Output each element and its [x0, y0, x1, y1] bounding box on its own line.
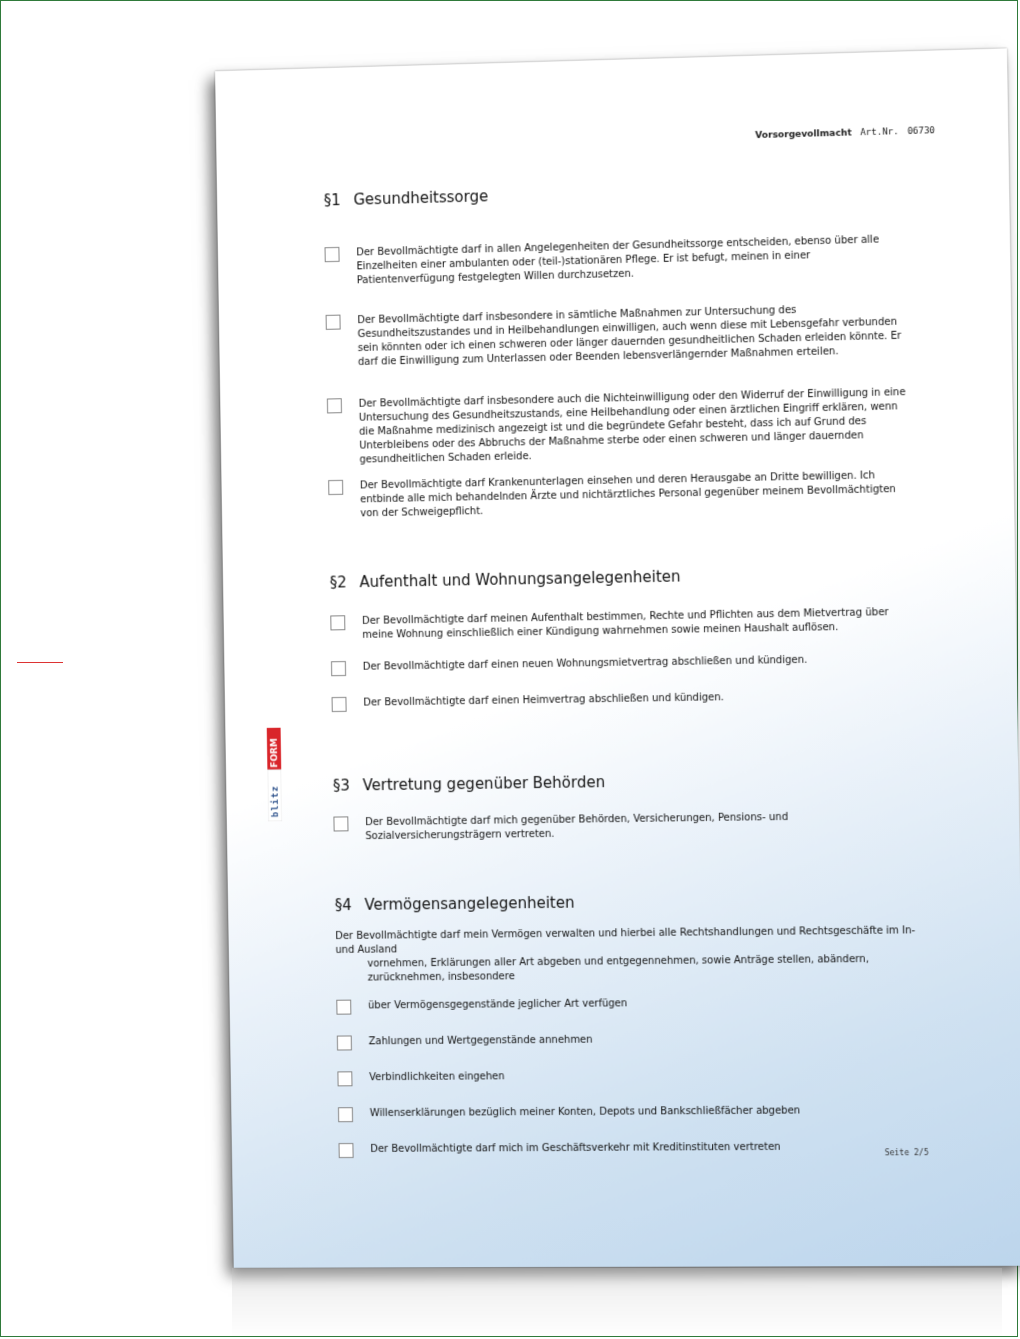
list-item: [327, 386, 916, 468]
section-4-intro: [335, 924, 924, 986]
section-1-title: Gesundheitssorge: [353, 187, 489, 209]
item-text: Zahlungen und Wertgegenstände annehmen: [368, 1034, 593, 1048]
checkbox[interactable]: [337, 1035, 352, 1050]
article-number-value: 06730: [907, 126, 935, 137]
checkbox[interactable]: [333, 816, 348, 831]
list-item: [325, 233, 913, 289]
section-3-heading: [333, 773, 605, 795]
checkbox[interactable]: [328, 480, 343, 495]
list-item: [328, 468, 916, 521]
item-text: Der Bevollmächtigte darf in allen Angelegenheiten der Gesundheitssorge entscheiden, ebenso über alle Einzelheiten einer ambulanten oder (teil-)stationären Pflege. Er ist befugt, meinen in einer Patientenverfügung festgelegten Willen durchzusetzen.: [356, 234, 880, 287]
section-4-heading: [335, 894, 575, 914]
document-title: Vorsorgevollmacht: [755, 128, 852, 142]
list-item: [331, 652, 919, 675]
list-item: [339, 1140, 927, 1157]
logo-text-blitz: blitz: [270, 785, 281, 818]
section-3-number: §3: [332, 776, 350, 795]
logo-text-form: FORM: [269, 738, 281, 768]
section-4-number: §4: [334, 896, 352, 915]
article-label: Art.Nr.: [860, 127, 899, 139]
checkbox[interactable]: [336, 1000, 351, 1015]
item-text: Der Bevollmächtigte darf einen neuen Wohnungsmietvertrag abschließen und kündigen.: [362, 654, 808, 673]
item-text: Der Bevollmächtigte darf insbesondere auch die Nichteinwilligung oder den Widerruf der Einwilligung in eine Untersuchung des Gesundheitszustands, eine Heilbehandlung oder einen ärztlichen Eingriff erklären, wenn die Maßnahme medizinisch angezeigt ist und die begründete Gefahr besteht, dass ich auf Grund des Unterbleibens oder des Abbruchs der Maßnahme sterbe oder einen schweren und länger dauernden gesundheitlichen Schaden erleide.: [358, 387, 906, 466]
checkbox[interactable]: [331, 661, 346, 676]
section-2-number: §2: [329, 573, 347, 592]
item-text: Der Bevollmächtigte darf einen Heimvertrag abschließen und kündigen.: [363, 692, 725, 709]
list-item: [326, 301, 915, 371]
list-item: [336, 995, 924, 1014]
list-item: [337, 1067, 925, 1085]
checkbox[interactable]: [332, 697, 347, 712]
page-reflection: [232, 1268, 1002, 1338]
item-text: Willenserklärungen bezüglich meiner Konten, Depots und Bankschließfächer abgeben: [369, 1105, 801, 1120]
document-page: [215, 48, 1020, 1267]
section-4-intro-first: Der Bevollmächtigte darf mein Vermögen verwalten und hierbei alle Rechtshandlungen und Rechtsgeschäfte im In- und Ausland: [335, 925, 916, 956]
list-item: [333, 809, 921, 844]
checkbox[interactable]: [330, 615, 345, 630]
section-1-heading: [324, 187, 489, 209]
section-3-title: Vertretung gegenüber Behörden: [362, 773, 606, 795]
article-number: [755, 125, 935, 141]
section-4-title: Vermögensangelegenheiten: [364, 893, 575, 914]
section-2-heading: [330, 567, 681, 591]
checkbox[interactable]: [325, 247, 340, 262]
section-2-title: Aufenthalt und Wohnungsangelegenheiten: [359, 567, 681, 592]
logo-accent-line: [17, 662, 63, 663]
list-item: [332, 688, 920, 711]
item-text: Der Bevollmächtigte darf mich gegenüber Behörden, Versicherungen, Pensions- und Sozialversicherungsträgern vertreten.: [365, 811, 789, 843]
checkbox[interactable]: [327, 398, 342, 413]
formblitz-logo: [267, 728, 282, 822]
checkbox[interactable]: [339, 1143, 354, 1158]
item-text: Der Bevollmächtigte darf meinen Aufenthalt bestimmen, Rechte und Pflichten aus dem Mietvertrag über meine Wohnung einschließlich einer Kündigung wahrnehmen sowie meinen Haushalt auflösen.: [361, 607, 889, 641]
item-text: Der Bevollmächtigte darf Krankenunterlagen einsehen und deren Herausgabe an Dritte bewilligen. Ich entbinde alle mich behandelnden Ärzte und nichtärztliches Personal gegenüber meinem Bevollmächtigten von der Schweigepflicht.: [359, 470, 896, 520]
item-text: über Vermögensgegenstände jeglicher Art verfügen: [368, 998, 628, 1012]
checkbox[interactable]: [337, 1071, 352, 1086]
section-4-intro-rest: vornehmen, Erklärungen aller Art abgeben und entgegennehmen, sowie Anträge stellen, abändern, zurücknehmen, insbesondere: [367, 953, 869, 984]
section-1-number: §1: [323, 191, 341, 210]
item-text: Der Bevollmächtigte darf mich im Geschäftsverkehr mit Kreditinstituten vertreten: [370, 1141, 781, 1155]
checkbox[interactable]: [326, 315, 341, 330]
item-text: Der Bevollmächtigte darf insbesondere in sämtliche Maßnahmen zur Untersuchung des Gesundheitszustandes und in Heilbehandlungen einwilligen, auch wenn diese mit Lebensgefahr verbunden sein könnten oder ich einen schweren oder länger dauernden gesundheitlichen Schaden erleiden könnte. Er darf die Einwilligung zum Unterlassen oder Beenden lebensverlängernder Maßnahmen erteilen.: [357, 304, 902, 368]
page-number: Seite 2/5: [884, 1148, 929, 1158]
list-item: [338, 1104, 926, 1122]
list-item: [330, 606, 918, 644]
item-text: Verbindlichkeiten eingehen: [369, 1071, 505, 1084]
document-sheet: [215, 48, 1020, 1267]
list-item: [337, 1031, 925, 1049]
checkbox[interactable]: [338, 1107, 353, 1122]
